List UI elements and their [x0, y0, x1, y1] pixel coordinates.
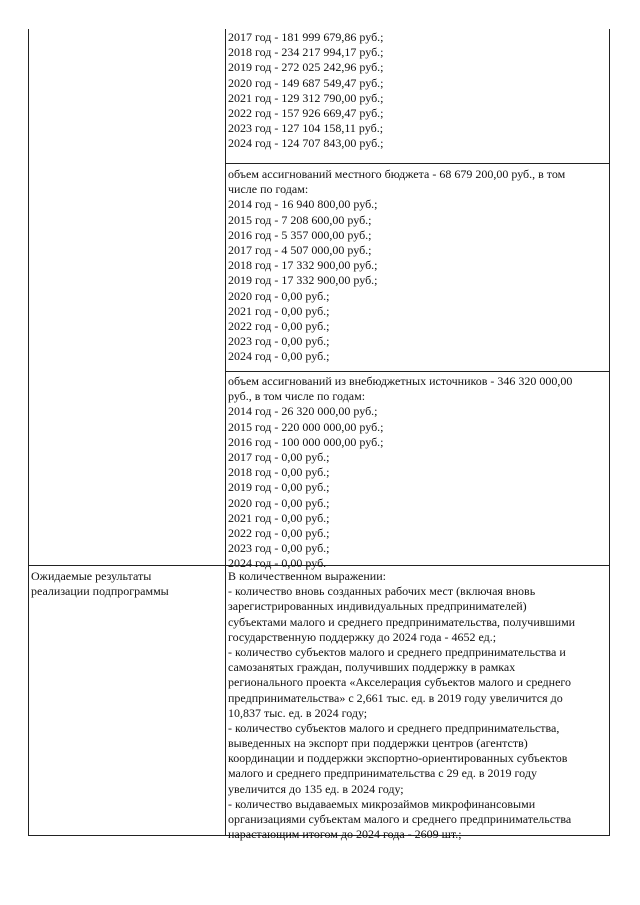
- text-line: В количественном выражении:: [228, 569, 386, 583]
- financing-block-extrabudgetary: [228, 374, 606, 571]
- document-table: [28, 29, 610, 842]
- text-line: малого и среднего предпринимательства с 29 ед. в 2019 году: [228, 766, 537, 781]
- text-line: 2018 год - 0,00 руб.;: [228, 465, 330, 480]
- text-line: - количество субъектов малого и среднего предпринимательства,: [228, 720, 560, 735]
- text-line: 2017 год - 181 999 679,86 руб.;: [228, 30, 384, 44]
- text-line: руб., в том числе по годам:: [228, 389, 366, 404]
- text-line: 2017 год - 4 507 000,00 руб.;: [228, 242, 372, 257]
- text-line: 2023 год - 0,00 руб.;: [228, 334, 330, 349]
- text-line: объем ассигнований местного бюджета - 68 679 200,00 руб., в том: [228, 167, 566, 181]
- text-line: объем ассигнований из внебюджетных источников - 346 320 000,00: [228, 374, 573, 388]
- text-line: - количество субъектов малого и среднего предпринимательства и: [228, 644, 566, 659]
- text-line: - количество выдаваемых микрозаймов микрофинансовыми: [228, 796, 536, 811]
- text-line: реализации подпрограммы: [31, 584, 169, 599]
- results-text: [228, 569, 606, 842]
- financing-block-local-budget: [228, 167, 606, 364]
- text-line: 2024 год - 0,00 руб.: [228, 556, 327, 571]
- text-line: 2016 год - 100 000 000,00 руб.;: [228, 434, 384, 449]
- text-line: 2022 год - 157 926 669,47 руб.;: [228, 105, 384, 120]
- text-line: координации и поддержки экспортно-ориентированных субъектов: [228, 751, 568, 766]
- text-line: предпринимательства» с 2,661 тыс. ед. в 2019 году увеличится до: [228, 690, 563, 705]
- text-line: 2018 год - 234 217 994,17 руб.;: [228, 45, 384, 60]
- text-line: 2024 год - 124 707 843,00 руб.;: [228, 136, 384, 151]
- text-line: 2024 год - 0,00 руб.;: [228, 349, 330, 364]
- text-line: 2014 год - 26 320 000,00 руб.;: [228, 404, 378, 419]
- text-line: Ожидаемые результаты: [31, 569, 152, 583]
- text-line: зарегистрированных индивидуальных предпринимателей): [228, 599, 527, 614]
- column-divider: [225, 29, 226, 835]
- text-line: 2019 год - 272 025 242,96 руб.;: [228, 60, 384, 75]
- text-line: 2023 год - 0,00 руб.;: [228, 541, 330, 556]
- text-line: 2022 год - 0,00 руб.;: [228, 318, 330, 333]
- text-line: 2023 год - 127 104 158,11 руб.;: [228, 121, 384, 136]
- text-line: 2021 год - 0,00 руб.;: [228, 510, 330, 525]
- results-label: [31, 569, 221, 599]
- text-line: - количество вновь созданных рабочих мест (включая вновь: [228, 584, 536, 599]
- row-divider: [226, 163, 609, 164]
- text-line: 2015 год - 220 000 000,00 руб.;: [228, 419, 384, 434]
- text-line: субъектами малого и среднего предпринимательства, получившими: [228, 614, 576, 629]
- text-line: 2020 год - 0,00 руб.;: [228, 495, 330, 510]
- text-line: 2021 год - 129 312 790,00 руб.;: [228, 90, 384, 105]
- text-line: 2017 год - 0,00 руб.;: [228, 449, 330, 464]
- text-line: 2020 год - 149 687 549,47 руб.;: [228, 75, 384, 90]
- row-divider: [226, 371, 609, 372]
- text-line: 2018 год - 17 332 900,00 руб.;: [228, 258, 378, 273]
- text-line: числе по годам:: [228, 182, 309, 197]
- text-line: 2020 год - 0,00 руб.;: [228, 288, 330, 303]
- text-line: увеличится до 135 ед. в 2024 году;: [228, 781, 404, 796]
- text-line: 2022 год - 0,00 руб.;: [228, 525, 330, 540]
- text-line: 2014 год - 16 940 800,00 руб.;: [228, 197, 378, 212]
- text-line: 2019 год - 17 332 900,00 руб.;: [228, 273, 378, 288]
- text-line: 2021 год - 0,00 руб.;: [228, 303, 330, 318]
- text-line: нарастающим итогом до 2024 года - 2609 шт.;: [228, 827, 462, 842]
- text-line: 2019 год - 0,00 руб.;: [228, 480, 330, 495]
- text-line: 2015 год - 7 208 600,00 руб.;: [228, 212, 372, 227]
- text-line: регионального проекта «Акселерация субъектов малого и среднего: [228, 675, 572, 690]
- text-line: организациями субъектам малого и среднего предпринимательства: [228, 812, 572, 826]
- text-line: самозанятых граждан, получивших поддержку в рамках: [228, 660, 516, 675]
- text-line: государственную поддержку до 2024 года - 4652 ед.;: [228, 629, 497, 644]
- financing-block-total: [228, 30, 606, 152]
- text-line: выведенных на экспорт при поддержки центров (агентств): [228, 736, 528, 751]
- text-line: 2016 год - 5 357 000,00 руб.;: [228, 227, 372, 242]
- text-line: 10,837 тыс. ед. в 2024 году;: [228, 705, 368, 720]
